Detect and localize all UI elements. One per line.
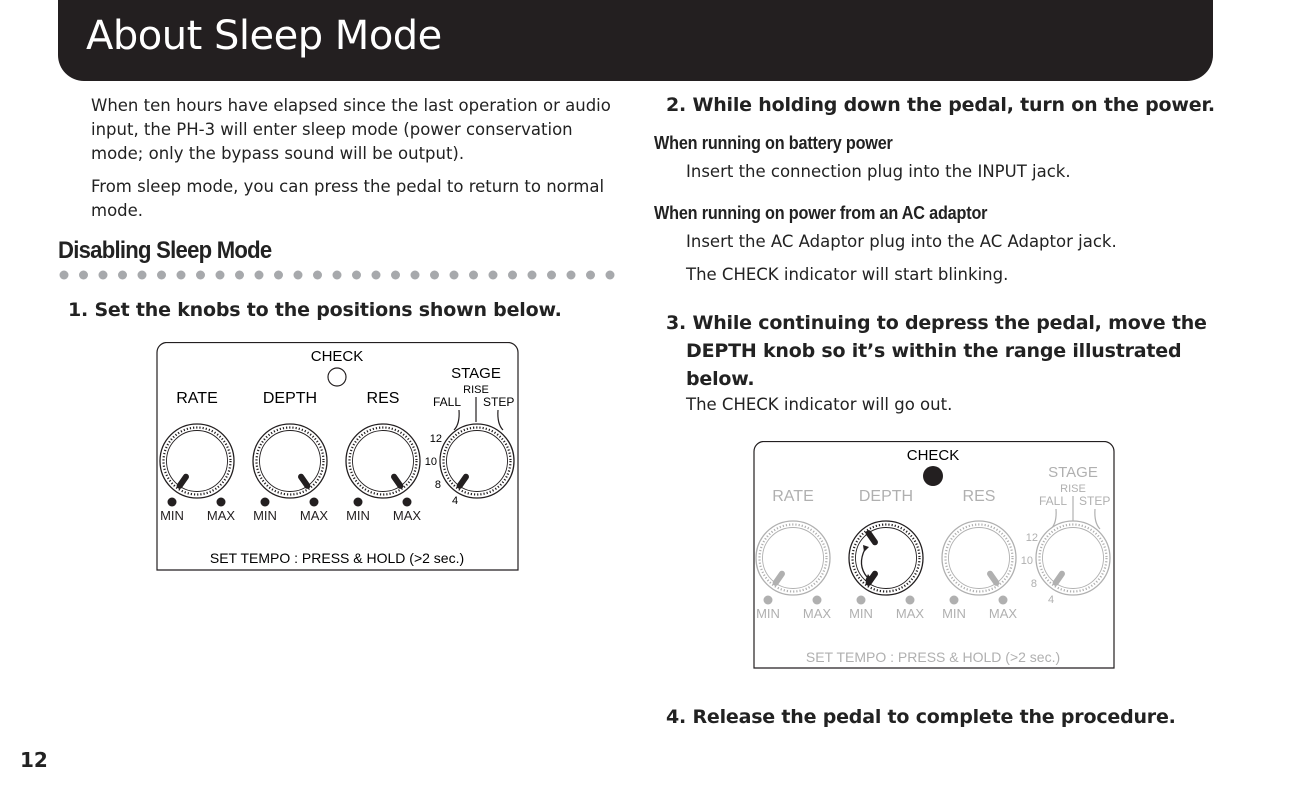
divider-dot [177, 271, 186, 280]
divider-dot [196, 271, 205, 280]
max-dot [217, 498, 226, 507]
stage-4-label: 4 [1047, 594, 1055, 606]
divider-dot [547, 271, 556, 280]
check-indicator [328, 368, 346, 386]
min-label: MIN [756, 606, 780, 621]
goout-text: The CHECK indicator will go out. [686, 395, 953, 414]
divider-dot [352, 271, 361, 280]
stage-10-label: 10 [424, 456, 437, 468]
divider-dot [255, 271, 264, 280]
stage-knob [440, 424, 514, 498]
divider-dot [333, 271, 342, 280]
stage-knob [1036, 521, 1110, 595]
max-dot [310, 498, 319, 507]
step-3-line: DEPTH knob so it’s within the range illustrated [686, 340, 1182, 362]
intro-line: From sleep mode, you can press the pedal to return to normal [91, 177, 605, 196]
fall-label: FALL [432, 395, 461, 409]
step-3-line: 3. While continuing to depress the pedal, move the [666, 312, 1207, 334]
ac-text: Insert the AC Adaptor plug into the AC Adaptor jack. [686, 232, 1117, 251]
min-dot [764, 596, 773, 605]
divider-dot [469, 271, 478, 280]
step-4: 4. Release the pedal to complete the procedure. [666, 706, 1176, 728]
divider-dot [430, 271, 439, 280]
divider-dot [508, 271, 517, 280]
divider-dot [567, 271, 576, 280]
min-dot [261, 498, 270, 507]
step-1: 1. Set the knobs to the positions shown below. [68, 299, 562, 321]
divider-dot [216, 271, 225, 280]
max-dot [813, 596, 822, 605]
divider-dot [294, 271, 303, 280]
intro-paragraph-1 [91, 94, 611, 166]
divider-dot [157, 271, 166, 280]
stage-12-label: 12 [1025, 532, 1038, 544]
divider-dot [99, 271, 108, 280]
divider-dot [60, 271, 69, 280]
max-label: MAX [299, 508, 329, 523]
min-label: MIN [942, 606, 966, 621]
min-label: MIN [346, 508, 370, 523]
fall-label: FALL [1038, 494, 1067, 508]
intro-line: mode. [91, 201, 144, 220]
knob-outer [440, 424, 514, 498]
knob-outer [160, 424, 234, 498]
knob-outer [253, 424, 327, 498]
divider-dot [411, 271, 420, 280]
divider-dot [372, 271, 381, 280]
knob-diagram-depth-range [753, 441, 1115, 670]
divider-dot [79, 271, 88, 280]
ac-heading: When running on power from an AC adaptor [654, 203, 988, 223]
knob-outer [756, 521, 830, 595]
check-label: CHECK [906, 447, 960, 464]
res-label: RES [366, 390, 400, 407]
stage-8-label: 8 [1030, 578, 1037, 590]
knob-outer [849, 521, 923, 595]
depth-knob [849, 521, 923, 595]
max-label: MAX [988, 606, 1018, 621]
divider-dot [391, 271, 400, 280]
max-dot [906, 596, 915, 605]
section-title: Disabling Sleep Mode [58, 237, 272, 264]
divider-dot [450, 271, 459, 280]
rate-label: RATE [772, 488, 814, 505]
rate-knob [160, 424, 234, 498]
knob-outer [1036, 521, 1110, 595]
min-label: MIN [253, 508, 277, 523]
knob-outer [942, 521, 1016, 595]
battery-text: Insert the connection plug into the INPUT jack. [686, 162, 1071, 181]
min-dot [168, 498, 177, 507]
res-knob [346, 424, 420, 498]
page-number: 12 [20, 748, 48, 772]
max-label: MAX [895, 606, 925, 621]
max-dot [403, 498, 412, 507]
rise-label: RISE [463, 384, 489, 396]
rate-knob [756, 521, 830, 595]
step-3-line: below. [686, 368, 755, 390]
divider-dot [528, 271, 537, 280]
stage-label: STAGE [451, 365, 501, 382]
min-dot [857, 596, 866, 605]
tempo-note: SET TEMPO : PRESS & HOLD (>2 sec.) [805, 649, 1061, 665]
knob-diagram-initial [156, 342, 519, 572]
divider-dot [118, 271, 127, 280]
divider-dot [138, 271, 147, 280]
step-label: STEP [1079, 494, 1111, 508]
min-dot [354, 498, 363, 507]
max-label: MAX [392, 508, 422, 523]
stage-4-label: 4 [451, 495, 459, 507]
stage-10-label: 10 [1020, 555, 1033, 567]
check-label: CHECK [310, 348, 364, 365]
min-label: MIN [849, 606, 873, 621]
stage-12-label: 12 [429, 433, 442, 445]
res-knob [942, 521, 1016, 595]
intro-paragraph-2 [91, 175, 604, 223]
intro-line: mode; only the bypass sound will be output). [91, 144, 465, 163]
divider-dot [489, 271, 498, 280]
divider-dot [313, 271, 322, 280]
divider-dot [235, 271, 244, 280]
divider-dot [274, 271, 283, 280]
depth-label: DEPTH [262, 390, 318, 407]
depth-knob [253, 424, 327, 498]
min-dot [950, 596, 959, 605]
check-indicator-lit [923, 466, 943, 486]
blink-text: The CHECK indicator will start blinking. [686, 265, 1009, 284]
intro-line: input, the PH-3 will enter sleep mode (power conservation [91, 120, 573, 139]
rate-label: RATE [176, 390, 218, 407]
divider-dot [586, 271, 595, 280]
battery-heading: When running on battery power [654, 133, 893, 153]
tempo-note: SET TEMPO : PRESS & HOLD (>2 sec.) [209, 550, 465, 566]
divider-dot [606, 271, 615, 280]
max-label: MAX [802, 606, 832, 621]
dotted-divider [58, 269, 620, 281]
step-2: 2. While holding down the pedal, turn on the power. [666, 94, 1215, 116]
title-bar [58, 0, 1213, 81]
page-title: About Sleep Mode [86, 13, 442, 59]
max-dot [999, 596, 1008, 605]
knob-outer [346, 424, 420, 498]
step-label: STEP [483, 395, 515, 409]
step-3 [666, 309, 1207, 393]
intro-line: When ten hours have elapsed since the last operation or audio [91, 96, 611, 115]
stage-label: STAGE [1048, 464, 1098, 481]
min-label: MIN [160, 508, 184, 523]
stage-8-label: 8 [434, 479, 441, 491]
depth-label: DEPTH [858, 488, 914, 505]
res-label: RES [962, 488, 996, 505]
rise-label: RISE [1060, 483, 1086, 495]
max-label: MAX [206, 508, 236, 523]
